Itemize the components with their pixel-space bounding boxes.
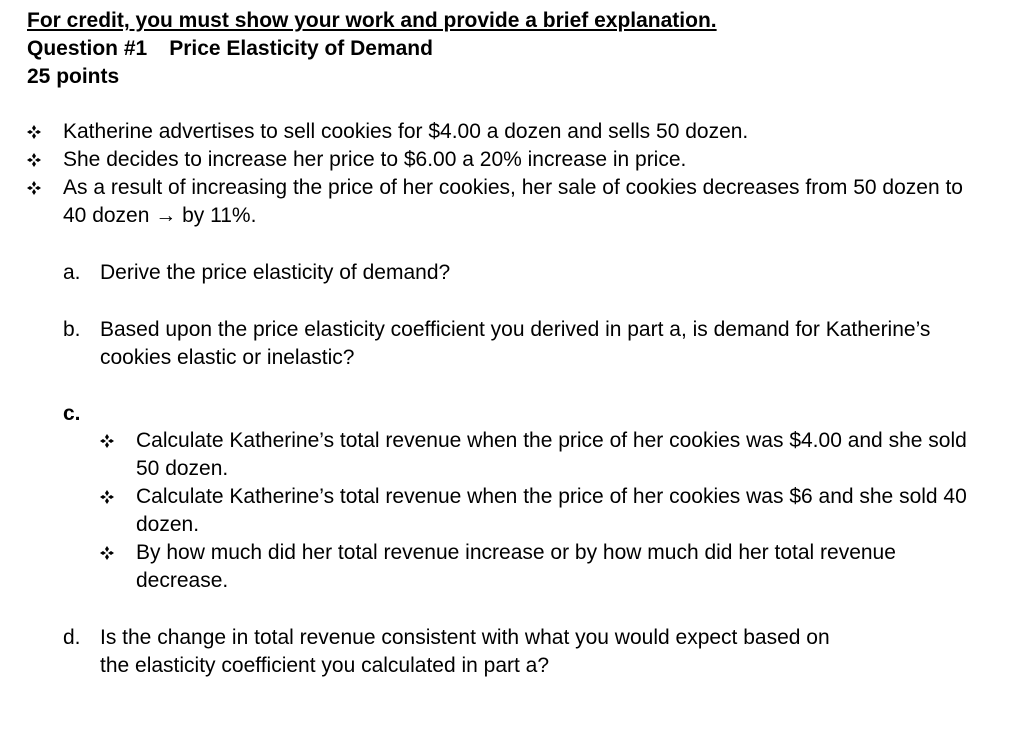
part-a-letter: a. <box>63 261 81 284</box>
question-heading <box>27 35 433 63</box>
points-label: 25 points <box>27 65 120 88</box>
part-c-item-text: Calculate Katherine’s total revenue when the price of her cookies was $6 and she sold 40 dozen. <box>136 485 967 536</box>
part-b-letter: b. <box>63 318 81 341</box>
four-diamond-bullet-icon <box>100 490 114 504</box>
instruction-heading: For credit, you must show your work and provide a brief explanation. <box>27 9 717 32</box>
part-d-text: Is the change in total revenue consistent with what you would expect based on the elasticity coefficient you calculated in part a? <box>100 626 830 677</box>
part-b-text: Based upon the price elasticity coefficient you derived in part a, is demand for Katherine’s cookies elastic or inelastic? <box>100 318 931 369</box>
part-c-item-text: By how much did her total revenue increase or by how much did her total revenue decrease. <box>136 541 896 592</box>
scenario-bullet-text: Katherine advertises to sell cookies for $4.00 a dozen and sells 50 dozen. <box>63 120 749 143</box>
part-d-letter: d. <box>63 626 81 649</box>
part-c-item-text: Calculate Katherine’s total revenue when the price of her cookies was $4.00 and she sold 50 dozen. <box>136 429 967 480</box>
list-item <box>100 539 980 595</box>
part-c-letter: c. <box>63 402 81 425</box>
list-item <box>27 174 987 230</box>
four-diamond-bullet-icon <box>27 181 41 195</box>
list-item <box>100 427 980 483</box>
list-item <box>27 146 987 174</box>
part-a-text: Derive the price elasticity of demand? <box>100 261 451 284</box>
list-item <box>100 483 980 539</box>
four-diamond-bullet-icon <box>100 546 114 560</box>
four-diamond-bullet-icon <box>27 153 41 167</box>
question-number: Question #1 <box>27 37 148 60</box>
four-diamond-bullet-icon <box>27 125 41 139</box>
scenario-bullet-list <box>27 118 987 230</box>
four-diamond-bullet-icon <box>100 434 114 448</box>
scenario-bullet-text: She decides to increase her price to $6.00 a 20% increase in price. <box>63 148 687 171</box>
scenario-bullet-text: As a result of increasing the price of her cookies, her sale of cookies decreases from 50 dozen to 40 dozen → by 11%. <box>63 176 963 227</box>
question-title: Price Elasticity of Demand <box>169 37 433 60</box>
part-c-bullet-list <box>100 427 980 595</box>
list-item <box>27 118 987 146</box>
